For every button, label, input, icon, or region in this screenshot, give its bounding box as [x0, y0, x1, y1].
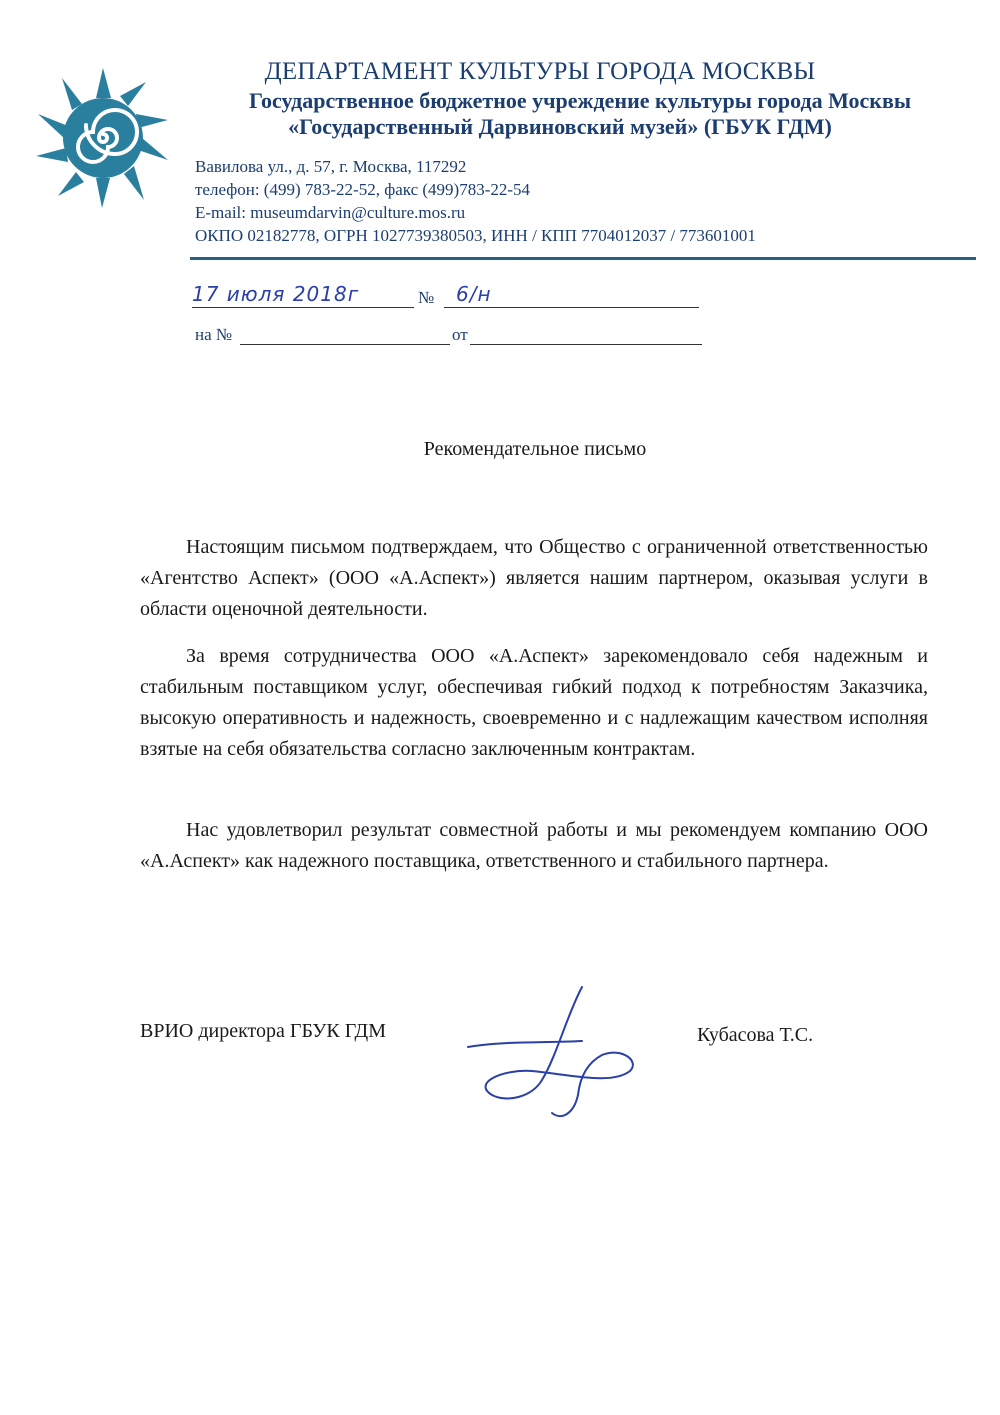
body-paragraph: Нас удовлетворил результат совместной работы и мы рекомендуем компанию ООО «А.Аспект» как надежного поставщика, ответственного и стабильного партнера. — [140, 819, 928, 872]
address-line: Вавилова ул., д. 57, г. Москва, 117292 — [195, 157, 467, 176]
signatory-title: ВРИО директора ГБУК ГДМ — [140, 1020, 386, 1042]
reference-underline — [240, 344, 450, 345]
from-underline — [470, 344, 702, 345]
from-label: от — [452, 325, 468, 344]
number-label: № — [418, 288, 435, 307]
registration-codes-line: ОКПО 02182778, ОГРН 1027739380503, ИНН / КПП 7704012037 / 773601001 — [195, 226, 756, 245]
number-underline — [444, 307, 699, 308]
handwritten-date: 17 июля 2018г — [192, 282, 360, 306]
header-divider — [190, 257, 976, 260]
department-name: ДЕПАРТАМЕНТ КУЛЬТУРЫ ГОРОДА МОСКВЫ — [264, 58, 816, 85]
body-paragraph: Настоящим письмом подтверждаем, что Общество с ограниченной ответственностью «Агентство Аспект» (ООО «А.Аспект») является нашим партнером, оказывая услуги в области оценочной деятельности. — [140, 536, 928, 620]
phone-line: телефон: (499) 783-22-52, факс (499)783-22-54 — [195, 180, 531, 199]
handwritten-signature-icon — [462, 985, 642, 1125]
reference-label: на № — [195, 325, 233, 344]
letter-subject: Рекомендательное письмо — [423, 438, 647, 460]
date-underline — [192, 307, 414, 308]
handwritten-number: 6/н — [456, 282, 492, 306]
contact-block — [195, 155, 756, 247]
institution-name: Государственное бюджетное учреждение культуры города Москвы — [248, 88, 912, 113]
museum-name: «Государственный Дарвиновский музей» (ГБУК ГДМ) — [288, 114, 832, 139]
body-paragraph: За время сотрудничества ООО «А.Аспект» зарекомендовало себя надежным и стабильным поставщиком услуг, обеспечивая гибкий подход к потребностям Заказчика, высокую оперативность и надежность, своевременно и с надлежащим качеством исполняя взятые на себя обязательства согласно заключенным контрактам. — [140, 645, 928, 760]
email-line: E-mail: museumdarvin@culture.mos.ru — [195, 203, 466, 222]
signatory-name: Кубасова Т.С. — [697, 1024, 814, 1046]
